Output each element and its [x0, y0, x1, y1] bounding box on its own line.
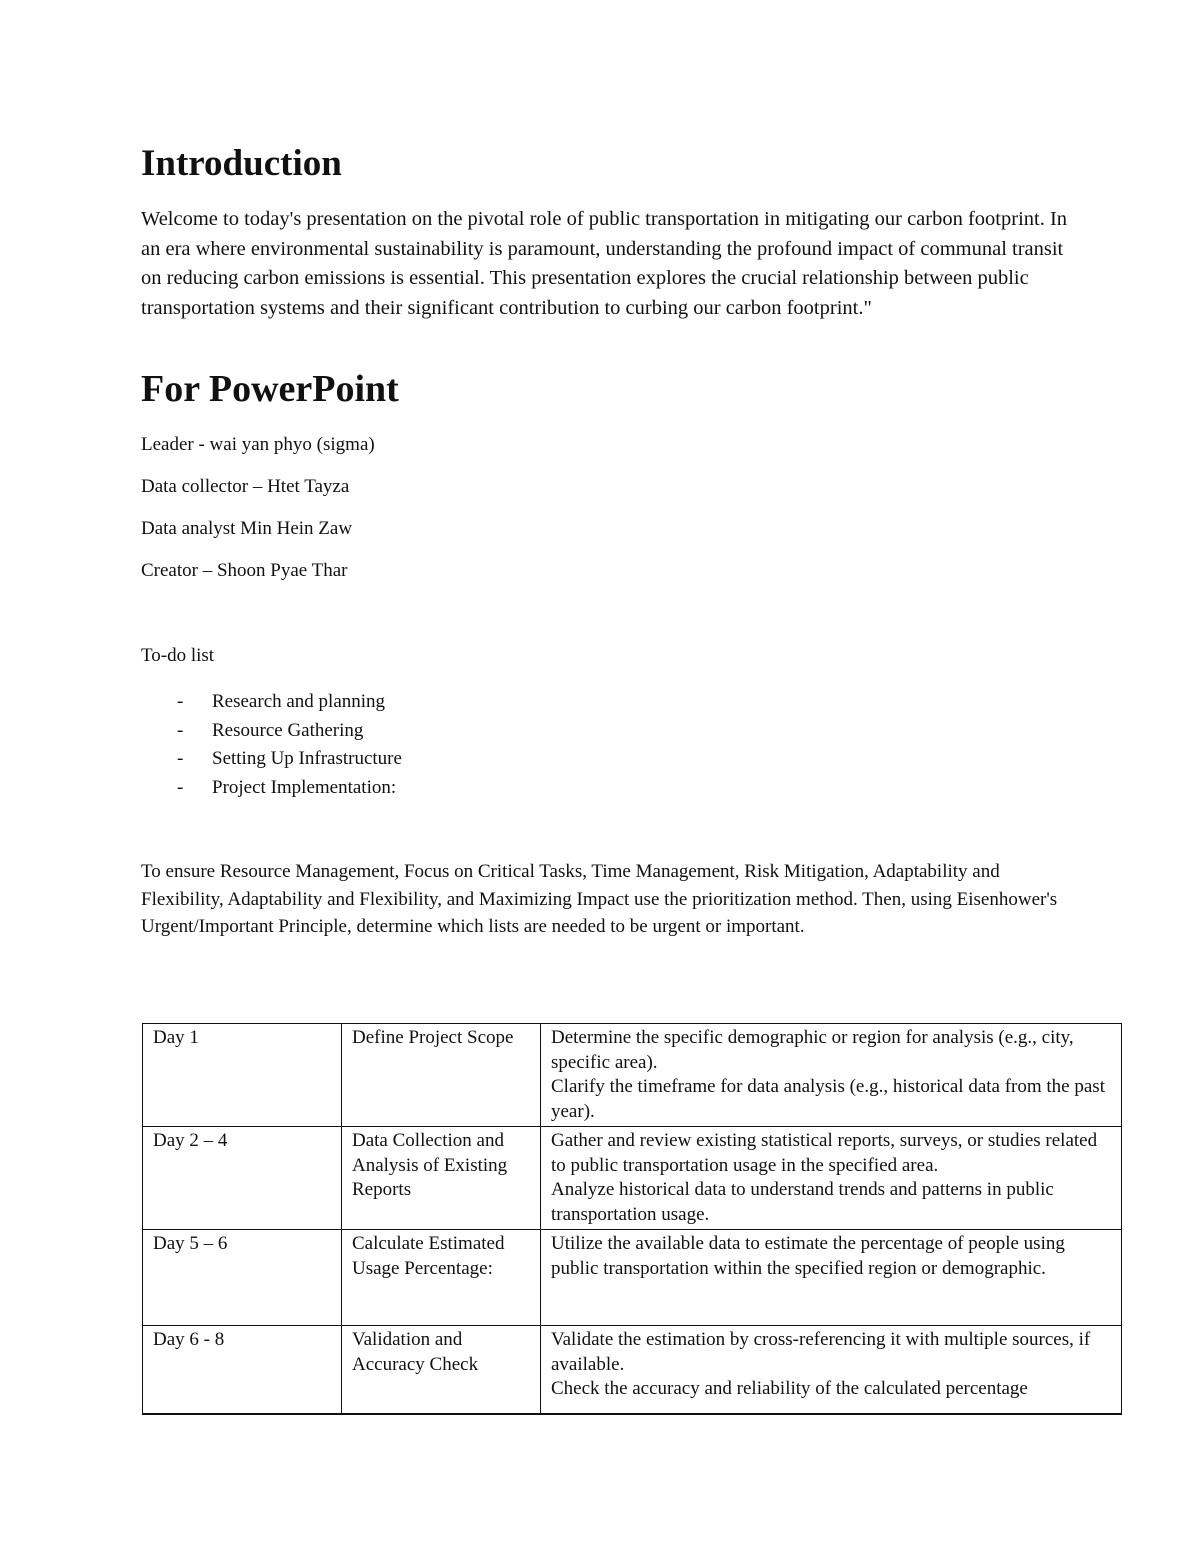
introduction-heading: Introduction — [141, 143, 342, 184]
bullet-dash: - — [177, 719, 184, 741]
table-row — [143, 1230, 1122, 1326]
day-cell: Day 6 - 8 — [143, 1326, 342, 1415]
todo-item-label: Resource Gathering — [212, 719, 364, 741]
bullet-dash: - — [177, 776, 184, 798]
details-line: Check the accuracy and reliability of the calculated percentage — [551, 1378, 1028, 1399]
todo-item-label: Research and planning — [212, 691, 386, 712]
todo-item — [141, 717, 402, 746]
details-line: Clarify the timeframe for data analysis (e.g., historical data from the past year). — [551, 1076, 1105, 1122]
bullet-dash: - — [177, 691, 184, 712]
task-cell: Data Collection and Analysis of Existing Reports — [342, 1127, 541, 1230]
details-line: Determine the specific demographic or region for analysis (e.g., city, specific area). — [551, 1027, 1074, 1073]
details-line: Gather and review existing statistical reports, surveys, or studies related to public transportation usage in the specified area. — [551, 1130, 1098, 1176]
table-row — [143, 1326, 1122, 1415]
role-data-collector: Data collector – Htet Tayza — [141, 476, 350, 497]
details-cell — [541, 1127, 1122, 1230]
todo-list — [141, 688, 402, 802]
todo-item-label: Setting Up Infrastructure — [212, 748, 402, 769]
todo-item — [141, 688, 402, 717]
day-cell: Day 2 – 4 — [143, 1127, 342, 1230]
table-row — [143, 1127, 1122, 1230]
details-cell — [541, 1326, 1122, 1415]
details-line: Analyze historical data to understand trends and patterns in public transportation usage. — [551, 1179, 1054, 1225]
todo-list-title: To-do list — [141, 645, 215, 666]
todo-item-label: Project Implementation: — [212, 776, 397, 798]
details-cell — [541, 1230, 1122, 1326]
details-line: Validate the estimation by cross-referencing it with multiple sources, if available. — [551, 1329, 1091, 1375]
day-cell: Day 5 – 6 — [143, 1230, 342, 1326]
details-line: Utilize the available data to estimate the percentage of people using public transportation within the specified region or demographic. — [551, 1233, 1065, 1279]
schedule-table — [142, 1023, 1122, 1415]
todo-item — [141, 774, 402, 803]
day-cell: Day 1 — [143, 1024, 342, 1127]
table-row — [143, 1024, 1122, 1127]
role-leader: Leader - wai yan phyo (sigma) — [141, 434, 375, 455]
task-cell: Validation and Accuracy Check — [342, 1326, 541, 1415]
role-creator: Creator – Shoon Pyae Thar — [141, 560, 348, 581]
prioritization-paragraph: To ensure Resource Management, Focus on Critical Tasks, Time Management, Risk Mitigation, Adaptability and Flexibility, Adaptability and Flexibility, and Maximizing Impact use the prioritization method. Then, using Eisenhower's Urgent/Important Principle, determine which lists are needed to be urgent or important. — [141, 861, 1058, 937]
powerpoint-heading: For PowerPoint — [141, 368, 399, 410]
details-cell — [541, 1024, 1122, 1127]
bullet-dash: - — [177, 748, 184, 769]
task-cell: Calculate Estimated Usage Percentage: — [342, 1230, 541, 1326]
role-data-analyst: Data analyst Min Hein Zaw — [141, 518, 353, 539]
introduction-paragraph: Welcome to today's presentation on the pivotal role of public transportation in mitigating our carbon footprint. In an era where environmental sustainability is paramount, understanding the profound impact of communal transit on reducing carbon emissions is essential. This presentation explores the crucial relationship between public transportation systems and their significant contribution to curbing our carbon footprint." — [141, 208, 1068, 319]
task-cell: Define Project Scope — [342, 1024, 541, 1127]
todo-item — [141, 745, 402, 774]
